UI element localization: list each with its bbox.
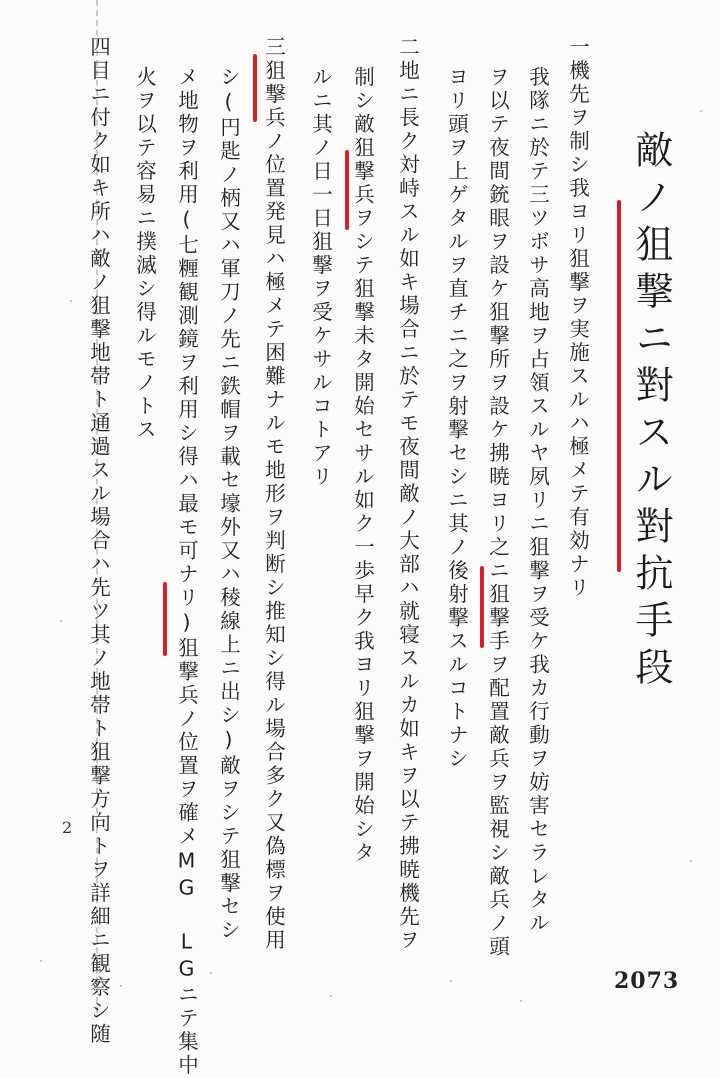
red-annotation-col3 bbox=[480, 566, 484, 648]
document-title: 敵ノ狙撃ニ對スル對抗手段 bbox=[629, 130, 673, 694]
text-column-7: ルニ其ノ日一日狙撃ヲ受ケサルコトアリ bbox=[308, 66, 333, 489]
text-column-3: ヲ以テ夜間銃眼ヲ設ケ狙撃所ヲ設ケ拂暁ヨリ之ニ狙撃手ヲ配置敵兵ヲ監視シ敵兵ノ頭 bbox=[485, 66, 510, 959]
text-column-5: 二地ニ長ク対峙スル如キ場合ニ於テモ夜間敵ノ大部ハ就寝スルカ如キヲ以テ拂暁機先ヲ bbox=[395, 36, 420, 953]
red-annotation-col8 bbox=[253, 54, 257, 122]
archive-stamp-number: 2073 bbox=[614, 968, 680, 994]
text-column-8: 三狙撃兵ノ位置発見ハ極メテ困難ナルモ地形ヲ判断シ推知シ得ル場合多ク又偽標ヲ使用 bbox=[261, 36, 286, 953]
text-column-11: 火ヲ以テ容易ニ撲滅シ得ルモノトス bbox=[132, 66, 157, 442]
text-column-1: 一機先ヲ制シ我ヨリ狙撃ヲ実施スルハ極メテ有効ナリ bbox=[565, 36, 590, 600]
text-column-12: 四目ニ付ク如キ所ハ敵ノ狙撃地帯ト通過スル場合ハ先ツ其ノ地帯ト狙撃方向トヲ詳細ニ観察シ随 bbox=[86, 36, 111, 1047]
text-column-10: メ地物ヲ利用(七糎観測鏡ヲ利用シ得ハ最モ可ナリ)狙撃兵ノ位置ヲ確メMG LGニテ集中 bbox=[174, 66, 199, 1078]
text-column-4: ヨリ頭ヲ上ゲタルヲ直チニ之ヲ射撃セシニ其ノ後射撃スルコトナシ bbox=[444, 66, 469, 771]
page-number: 2 bbox=[62, 818, 73, 837]
text-column-9: シ(円匙ノ柄又ハ軍刀ノ先ニ鉄帽ヲ載セ壕外又ハ稜線上ニ出シ)敵ヲシテ狙撃セシ bbox=[216, 66, 241, 943]
text-column-6: 制シ敵狙撃兵ヲシテ狙撃未タ開始セサル如ク一歩早ク我ヨリ狙撃ヲ開始シタ bbox=[350, 66, 375, 865]
red-annotation-title bbox=[617, 200, 621, 572]
red-annotation-col6 bbox=[345, 150, 349, 230]
red-annotation-col10 bbox=[163, 582, 167, 656]
text-column-2: 我隊ニ於テ三ツボサ高地ヲ占領スルヤ夙リニ狙撃ヲ受ケ我カ行動ヲ妨害セラレタル bbox=[525, 66, 550, 936]
